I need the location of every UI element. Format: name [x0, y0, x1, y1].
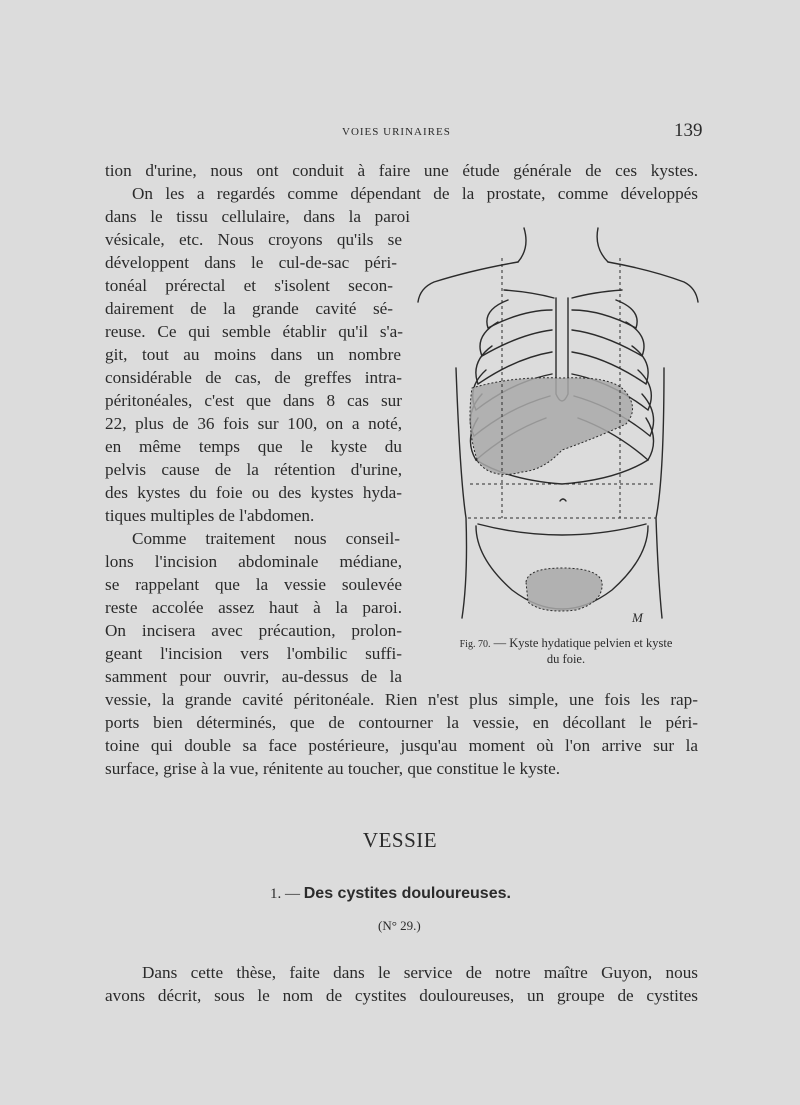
figure-caption-line2: du foie.	[546, 652, 586, 666]
left-shoulder-outline	[418, 262, 518, 302]
text-line: 22, plus de 36 fois sur 100, on a noté,	[105, 414, 402, 433]
text-line: des kystes du foie ou des kystes hyda-	[105, 483, 402, 502]
figure-caption	[424, 636, 708, 666]
text-line: reuse. Ce qui semble établir qu'il s'a-	[105, 322, 403, 341]
text-line: vésicale, etc. Nous croyons qu'ils se	[105, 230, 402, 249]
text-line: samment pour ouvrir, au-dessus de la	[105, 667, 402, 686]
right-shoulder-outline	[608, 262, 698, 302]
left-flank-outline	[456, 368, 467, 618]
text-line: tion d'urine, nous ont conduit à faire une étude générale de ces kystes.	[105, 161, 698, 180]
figure-caption-text: — Kyste hydatique pelvien et kyste	[490, 636, 673, 650]
text-line: Comme traitement nous conseil-	[132, 529, 400, 548]
thesis-reference: (N° 29.)	[378, 918, 421, 933]
text-line: On les a regardés comme dépendant de la prostate, comme développés	[132, 184, 698, 203]
pelvic-cyst-shading	[526, 568, 602, 611]
neck-left-outline	[518, 228, 526, 262]
text-line: pelvis cause de la rétention d'urine,	[105, 460, 402, 479]
left-clavicle	[504, 290, 554, 298]
text-line: tonéal prérectal et s'isolent secon-	[105, 276, 393, 295]
liver-cyst-shading	[470, 378, 633, 475]
subsection-title	[270, 885, 511, 903]
torso-illustration	[412, 218, 712, 638]
rib-right	[572, 322, 644, 356]
neck-right-outline	[597, 228, 608, 262]
rib-left	[487, 300, 552, 328]
text-line: se rappelant que la vessie soulevée	[105, 575, 402, 594]
text-line: geant l'incision vers l'ombilic suffi-	[105, 644, 402, 663]
text-line: considérable de cas, de greffes intra-	[105, 368, 402, 387]
artist-signature: M	[632, 610, 643, 625]
text-line: ports bien déterminés, que de contourner la vessie, en décollant le péri-	[105, 713, 698, 732]
text-line: développent dans le cul-de-sac péri-	[105, 253, 397, 272]
text-line: dans le tissu cellulaire, dans la paroi	[105, 207, 410, 226]
rib-left	[480, 322, 552, 356]
section-title: VESSIE	[362, 828, 438, 852]
text-line: vessie, la grande cavité péritonéale. Rien n'est plus simple, une fois les rap-	[105, 690, 698, 709]
text-line: reste accolée assez haut à la paroi.	[105, 598, 402, 617]
text-line: tiques multiples de l'abdomen.	[105, 506, 315, 525]
text-line: péritonéales, c'est que dans 8 cas sur	[105, 391, 402, 410]
subsection-heading: Des cystites douloureuses.	[303, 885, 511, 902]
text-line: git, tout au moins dans un nombre	[105, 345, 401, 364]
navel	[560, 499, 566, 501]
text-line: surface, grise à la vue, rénitente au toucher, que constitue le kyste.	[105, 759, 561, 778]
anatomical-figure	[412, 218, 712, 638]
page-number: 139	[674, 120, 703, 141]
right-flank-outline	[656, 368, 664, 618]
subsection-dash: —	[281, 886, 304, 902]
rib-right	[572, 300, 637, 328]
text-line: On incisera avec précaution, prolon-	[105, 621, 402, 640]
text-line: en même temps que le kyste du	[105, 437, 402, 456]
pelvis-brim	[478, 524, 646, 535]
text-line: avons décrit, sous le nom de cystites douloureuses, un groupe de cystites	[105, 986, 698, 1005]
text-line: lons l'incision abdominale médiane,	[105, 552, 402, 571]
text-line: dairement de la grande cavité sé-	[105, 299, 393, 318]
figure-label: Fig. 70.	[459, 639, 491, 650]
text-line: Dans cette thèse, faite dans le service de notre maître Guyon, nous	[142, 963, 698, 982]
running-head: VOIES URINAIRES	[342, 126, 451, 138]
subsection-number: 1.	[270, 886, 282, 902]
right-clavicle	[572, 290, 622, 298]
text-line: toine qui double sa face postérieure, jusqu'au moment où l'on arrive sur la	[105, 736, 698, 755]
